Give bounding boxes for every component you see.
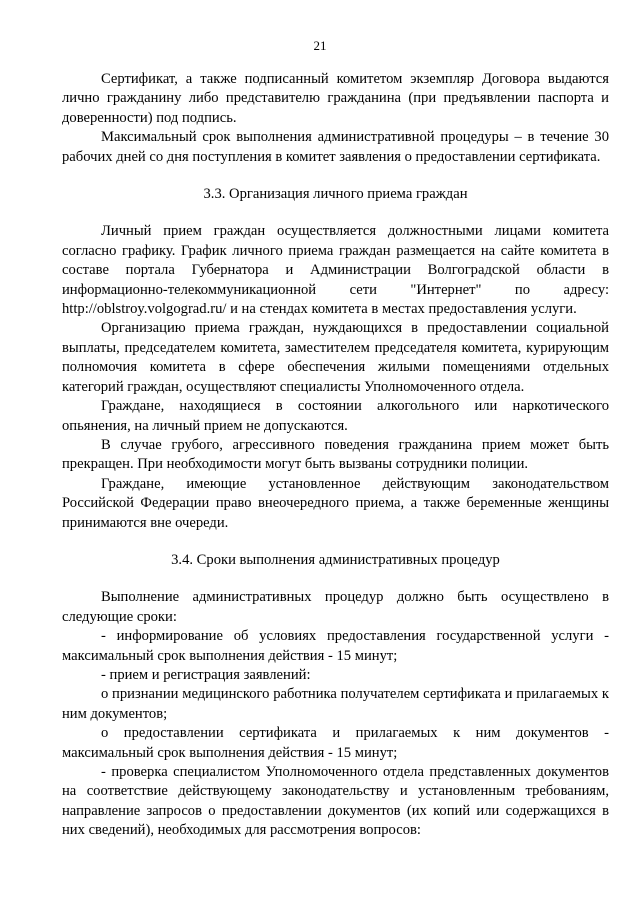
paragraph-aggressive-behavior: В случае грубого, агрессивного поведения гражданина прием может быть прекращен. При необходимости могут быть вызваны сотрудники полиции. — [62, 436, 609, 473]
list-item-registration: - прием и регистрация заявлений: — [101, 666, 311, 683]
page-number: 21 — [313, 38, 327, 53]
paragraph-max-term: Максимальный срок выполнения административной процедуры – в течение 30 рабочих дней со дня поступления в комитет заявления о предоставлении сертификата. — [62, 129, 609, 165]
list-item-recognition: о признании медицинского работника получателем сертификата и прилагаемых к ним документов; — [62, 686, 609, 722]
paragraph-personal-reception: Личный прием граждан осуществляется должностными лицами комитета согласно графику. График личного приема граждан размещается на сайте комитета в составе портала Губернатора и Администрации Волгоградской области в информационно-телекоммуникационной сети "Интернет" по адресу: http://oblstroy.volgograd.ru/ и на стендах комитета в местах предоставления услуги. — [62, 223, 609, 318]
paragraph-intoxication: Граждане, находящиеся в состоянии алкогольного или наркотического опьянения, на личный прием не допускаются. — [62, 398, 609, 434]
list-item-document-check: - проверка специалистом Уполномоченного отдела представленных документов на соответствие действующему законодательству и установленным требованиям, направление запросов о предоставлении документов (их копий или содержащихся в них сведений), необходимых для рассмотрения вопросов: — [62, 764, 609, 839]
section-heading-3-3: 3.3. Организация личного приема граждан — [203, 186, 468, 203]
section-heading-3-4: 3.4. Сроки выполнения административных процедур — [171, 551, 500, 568]
paragraph-reception-organization: Организацию приема граждан, нуждающихся в предоставлении социальной выплаты, председателем комитета, заместителем председателя комитета, курирующим полномочия комитета в сфере обеспечения жилыми помещениями отдельных категорий граждан, осуществляют специалисты Уполномоченного отдела. — [62, 320, 609, 395]
document-body — [62, 70, 609, 841]
paragraph-terms-intro: Выполнение административных процедур должно быть осуществлено в следующие сроки: — [62, 589, 609, 625]
paragraph-certificate-issue: Сертификат, а также подписанный комитетом экземпляр Договора выдаются лично гражданину либо представителю гражданина (при предъявлении паспорта и доверенности) под подпись. — [62, 71, 609, 126]
paragraph-priority-reception: Граждане, имеющие установленное действующим законодательством Российской Федерации право внеочередного приема, а также беременные женщины принимаются вне очереди. — [62, 475, 609, 531]
list-item-certificate-provision: о предоставлении сертификата и прилагаемых к ним документов - максимальный срок выполнения действия - 15 минут; — [62, 725, 609, 761]
list-item-informing: - информирование об условиях предоставления государственной услуги - максимальный срок выполнения действия - 15 минут; — [62, 628, 609, 664]
